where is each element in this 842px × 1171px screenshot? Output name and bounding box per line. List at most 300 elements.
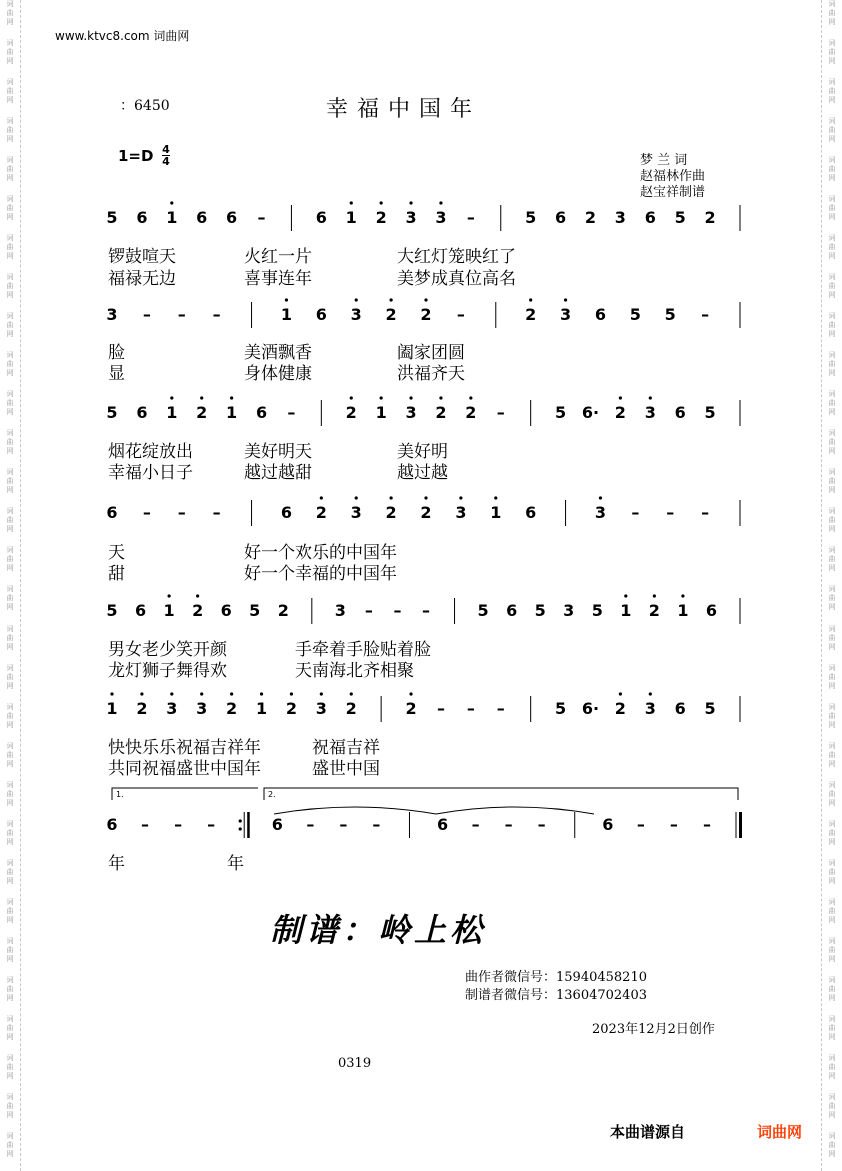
note: 2 bbox=[584, 208, 597, 227]
note: – bbox=[666, 503, 675, 522]
watermark-char: 曲 bbox=[6, 945, 14, 954]
lyric-row-5-verse-2: 龙灯狮子舞得欢 天南海北齐相聚 bbox=[108, 661, 414, 681]
note: 1 bbox=[345, 208, 357, 227]
watermark-char: 曲 bbox=[6, 1023, 14, 1032]
watermark-char: 词 bbox=[6, 936, 14, 945]
note: 1 bbox=[166, 208, 178, 227]
note: – bbox=[212, 305, 221, 324]
watermark-char: 网 bbox=[6, 96, 14, 105]
note: 6 bbox=[525, 503, 537, 522]
note: 2 bbox=[420, 305, 432, 324]
watermark-char: 词 bbox=[6, 390, 14, 399]
high-octave-dot bbox=[355, 496, 358, 499]
high-octave-dot bbox=[355, 298, 358, 301]
watermark-char: 网 bbox=[6, 1032, 14, 1041]
note: 6 bbox=[106, 503, 118, 522]
high-octave-dot bbox=[409, 692, 412, 695]
watermark-char: 网 bbox=[828, 57, 836, 66]
high-octave-dot bbox=[564, 298, 567, 301]
note: 6 bbox=[315, 305, 327, 324]
note: 2 bbox=[375, 208, 387, 227]
note: – bbox=[177, 305, 186, 324]
note: 5 bbox=[106, 601, 118, 620]
note: 2 bbox=[192, 601, 204, 620]
watermark-char: 网 bbox=[6, 18, 14, 26]
note: – bbox=[393, 601, 402, 620]
watermark-char: 词 bbox=[828, 507, 836, 516]
watermark-char: 网 bbox=[6, 759, 14, 768]
note: 2 bbox=[420, 503, 432, 522]
note: 6 bbox=[136, 208, 148, 227]
watermark-char: 曲 bbox=[828, 477, 836, 486]
watermark-char: 曲 bbox=[828, 243, 836, 252]
high-octave-dot bbox=[290, 692, 293, 695]
watermark-char: 网 bbox=[6, 291, 14, 300]
watermark-char: 词 bbox=[6, 780, 14, 789]
watermark-char: 曲 bbox=[6, 1140, 14, 1149]
watermark-char: 网 bbox=[6, 135, 14, 144]
note: 1 bbox=[280, 305, 293, 324]
note: 2 bbox=[196, 403, 208, 422]
high-octave-dot bbox=[196, 594, 199, 597]
watermark-char: 网 bbox=[6, 57, 14, 66]
watermark-char: 曲 bbox=[6, 282, 14, 291]
watermark-char: 曲 bbox=[828, 945, 836, 954]
watermark-char: 词 bbox=[828, 975, 836, 984]
watermark-char: 词 bbox=[828, 546, 836, 555]
high-octave-dot bbox=[320, 496, 323, 499]
note: 2 bbox=[385, 305, 397, 324]
note: – bbox=[701, 305, 710, 324]
note: 6 bbox=[315, 208, 327, 227]
note: 6· bbox=[581, 699, 600, 718]
note: 6 bbox=[436, 815, 449, 834]
high-octave-dot bbox=[140, 692, 143, 695]
watermark-char: 词 bbox=[828, 429, 836, 438]
watermark-char: 词 bbox=[828, 78, 836, 87]
note: 3 bbox=[435, 208, 447, 227]
high-octave-dot bbox=[200, 396, 203, 399]
watermark-char: 词 bbox=[828, 663, 836, 672]
tie-arc bbox=[436, 807, 594, 814]
watermark-char: 曲 bbox=[828, 984, 836, 993]
watermark-char: 词 bbox=[828, 897, 836, 906]
note: – bbox=[466, 699, 475, 718]
note: 3 bbox=[350, 305, 362, 324]
watermark-char: 曲 bbox=[828, 555, 836, 564]
note: – bbox=[287, 403, 296, 422]
watermark-char: 曲 bbox=[6, 711, 14, 720]
high-octave-dot bbox=[390, 496, 393, 499]
high-octave-dot bbox=[380, 201, 383, 204]
watermark-char: 曲 bbox=[6, 438, 14, 447]
watermark-char: 网 bbox=[828, 18, 836, 26]
watermark-char: 词 bbox=[828, 351, 836, 360]
watermark-char: 曲 bbox=[6, 672, 14, 681]
note: 6 bbox=[136, 403, 148, 422]
note: 5 bbox=[477, 601, 489, 620]
high-octave-dot bbox=[380, 396, 383, 399]
watermark-char: 词 bbox=[6, 858, 14, 867]
note: 3 bbox=[106, 305, 118, 324]
note: 5 bbox=[106, 403, 118, 422]
watermark-char: 网 bbox=[6, 213, 14, 222]
watermark-char: 网 bbox=[6, 1149, 14, 1158]
watermark-char: 词 bbox=[6, 273, 14, 282]
watermark-char: 曲 bbox=[6, 1101, 14, 1110]
high-octave-dot bbox=[170, 692, 173, 695]
high-octave-dot bbox=[409, 396, 412, 399]
watermark-char: 网 bbox=[6, 330, 14, 339]
note: 2 bbox=[648, 601, 660, 620]
time-signature-top: 4 bbox=[162, 143, 170, 156]
watermark-char: 网 bbox=[828, 252, 836, 261]
note: 6 bbox=[594, 305, 607, 324]
watermark-char: 词 bbox=[6, 234, 14, 243]
high-octave-dot bbox=[619, 396, 622, 399]
watermark-char: 曲 bbox=[828, 399, 836, 408]
watermark-char: 网 bbox=[6, 798, 14, 807]
note: 5 bbox=[534, 601, 546, 620]
high-octave-dot bbox=[230, 396, 233, 399]
watermark-char: 词 bbox=[828, 585, 836, 594]
watermark-char: 词 bbox=[828, 195, 836, 204]
watermark-char: 曲 bbox=[6, 477, 14, 486]
watermark-char: 曲 bbox=[6, 321, 14, 330]
watermark-char: 词 bbox=[828, 1053, 836, 1062]
creation-date: 2023年12月2日创作 bbox=[592, 1022, 715, 1037]
watermark-char: 词 bbox=[6, 624, 14, 633]
watermark-char: 词 bbox=[828, 117, 836, 126]
watermark-char: 词 bbox=[6, 546, 14, 555]
note: 5 bbox=[591, 601, 603, 620]
watermark-char: 网 bbox=[6, 486, 14, 495]
watermark-char: 曲 bbox=[6, 906, 14, 915]
watermark-char: 网 bbox=[828, 720, 836, 729]
lyric-row-1-verse-2: 福禄无边 喜事连年 美梦成真位高名 bbox=[108, 269, 516, 289]
watermark-char: 词 bbox=[828, 741, 836, 750]
note: – bbox=[212, 503, 221, 522]
watermark-char: 网 bbox=[6, 525, 14, 534]
watermark-char: 网 bbox=[6, 720, 14, 729]
transcriber-wechat: 制谱者微信号：13604702403 bbox=[465, 988, 647, 1003]
note: 1 bbox=[255, 699, 268, 718]
watermark-char: 网 bbox=[6, 369, 14, 378]
page-title: 幸福中国年 bbox=[326, 97, 482, 122]
watermark-char: 曲 bbox=[828, 672, 836, 681]
note: 1 bbox=[375, 403, 387, 422]
watermark-char: 曲 bbox=[6, 165, 14, 174]
watermark-char: 词 bbox=[828, 468, 836, 477]
note: 2 bbox=[465, 403, 477, 422]
repeat-dot bbox=[239, 827, 242, 830]
watermark-char: 网 bbox=[828, 603, 836, 612]
watermark-char: 网 bbox=[828, 525, 836, 534]
note: 2 bbox=[136, 699, 148, 718]
note: 1 bbox=[620, 601, 632, 620]
high-octave-dot bbox=[424, 496, 427, 499]
note: 5 bbox=[629, 305, 641, 324]
watermark-char: 词 bbox=[6, 585, 14, 594]
note: – bbox=[537, 815, 546, 834]
watermark-char: 曲 bbox=[828, 750, 836, 759]
watermark-char: 曲 bbox=[6, 789, 14, 798]
note: – bbox=[306, 815, 315, 834]
lyric-row-7-verse-1: 年 年 bbox=[108, 854, 244, 874]
note: 3 bbox=[563, 601, 575, 620]
watermark-char: 曲 bbox=[828, 87, 836, 96]
note: 2 bbox=[285, 699, 297, 718]
watermark-char: 网 bbox=[828, 1032, 836, 1041]
note: 3 bbox=[559, 305, 572, 324]
note: 1 bbox=[226, 403, 238, 422]
watermark-char: 曲 bbox=[828, 126, 836, 135]
high-octave-dot bbox=[350, 692, 353, 695]
repeat-barline-thick bbox=[247, 812, 250, 838]
watermark-char: 网 bbox=[6, 837, 14, 846]
note: 3 bbox=[614, 208, 626, 227]
watermark-char: 曲 bbox=[6, 126, 14, 135]
high-octave-dot bbox=[260, 692, 263, 695]
high-octave-dot bbox=[494, 496, 497, 499]
watermark-char: 词 bbox=[828, 39, 836, 48]
watermark-char: 词 bbox=[6, 1014, 14, 1023]
note: 3 bbox=[644, 403, 656, 422]
watermark-char: 曲 bbox=[828, 165, 836, 174]
watermark-char: 网 bbox=[828, 174, 836, 183]
watermark-char: 曲 bbox=[828, 633, 836, 642]
note: 2 bbox=[614, 699, 626, 718]
note: – bbox=[174, 815, 183, 834]
watermark-char: 词 bbox=[828, 819, 836, 828]
note: 6 bbox=[134, 601, 147, 620]
lyricist-credit: 梦 兰 词 bbox=[640, 153, 688, 168]
high-octave-dot bbox=[285, 298, 288, 301]
watermark-char: 词 bbox=[6, 897, 14, 906]
high-octave-dot bbox=[649, 692, 652, 695]
watermark-char: 曲 bbox=[6, 828, 14, 837]
watermark-char: 词 bbox=[6, 351, 14, 360]
repeat-dot bbox=[239, 819, 242, 822]
high-octave-dot bbox=[409, 201, 412, 204]
source-label: 本曲谱源自 bbox=[610, 1123, 686, 1141]
note: – bbox=[496, 403, 505, 422]
watermark-char: 曲 bbox=[828, 282, 836, 291]
watermark-char: 曲 bbox=[6, 1062, 14, 1071]
watermark-char: 曲 bbox=[828, 516, 836, 525]
note: 5 bbox=[555, 403, 567, 422]
watermark-char: 曲 bbox=[828, 1062, 836, 1071]
watermark-char: 曲 bbox=[828, 9, 836, 17]
watermark-char: 词 bbox=[6, 663, 14, 672]
high-octave-dot bbox=[681, 594, 684, 597]
watermark-char: 词 bbox=[6, 429, 14, 438]
watermark-char: 网 bbox=[828, 564, 836, 573]
note: 2 bbox=[525, 305, 537, 324]
note: 5 bbox=[674, 208, 686, 227]
note: 1 bbox=[490, 503, 502, 522]
note: 3 bbox=[196, 699, 208, 718]
note: 1 bbox=[106, 699, 118, 718]
volta-bracket-1 bbox=[112, 788, 258, 800]
watermark-char: 词 bbox=[6, 1131, 14, 1140]
watermark-char: 曲 bbox=[6, 594, 14, 603]
watermark-char: 曲 bbox=[6, 984, 14, 993]
watermark-char: 曲 bbox=[828, 360, 836, 369]
note: 2 bbox=[435, 403, 447, 422]
note: 2 bbox=[614, 403, 626, 422]
note: – bbox=[504, 815, 513, 834]
note: 6 bbox=[280, 503, 293, 522]
lyric-row-3-verse-2: 幸福小日子 越过越甜 越过越 bbox=[108, 463, 448, 483]
high-octave-dot bbox=[529, 298, 532, 301]
watermark-char: 网 bbox=[6, 174, 14, 183]
watermark-char: 词 bbox=[6, 468, 14, 477]
watermark-char: 网 bbox=[828, 993, 836, 1002]
watermark-char: 网 bbox=[828, 1071, 836, 1080]
page-code: 0319 bbox=[338, 1056, 372, 1071]
volta-1-label: 1. bbox=[116, 790, 124, 799]
watermark-char: 曲 bbox=[828, 48, 836, 57]
note: 6 bbox=[220, 601, 232, 620]
lyric-row-2-verse-1: 脸 美酒飘香 阖家团圆 bbox=[108, 343, 465, 363]
note: – bbox=[207, 815, 216, 834]
note: – bbox=[471, 815, 480, 834]
watermark-char: 网 bbox=[828, 642, 836, 651]
note: 6 bbox=[674, 699, 686, 718]
watermark-char: 曲 bbox=[828, 204, 836, 213]
site-url[interactable]: www.ktvc8.com 词曲网 bbox=[55, 29, 190, 43]
final-barline-thick bbox=[739, 812, 742, 838]
watermark-char: 曲 bbox=[828, 828, 836, 837]
note: 5 bbox=[525, 208, 537, 227]
high-octave-dot bbox=[167, 594, 170, 597]
note: – bbox=[339, 815, 348, 834]
high-octave-dot bbox=[624, 594, 627, 597]
note: – bbox=[466, 208, 475, 227]
watermark-char: 网 bbox=[6, 603, 14, 612]
watermark-char: 网 bbox=[828, 954, 836, 963]
high-octave-dot bbox=[320, 692, 323, 695]
note: 3 bbox=[315, 699, 327, 718]
watermark-char: 网 bbox=[828, 96, 836, 105]
watermark-char: 曲 bbox=[6, 204, 14, 213]
note: – bbox=[142, 305, 151, 324]
note: – bbox=[701, 503, 710, 522]
watermark-char: 词 bbox=[6, 741, 14, 750]
note: 5 bbox=[704, 699, 716, 718]
note: 3 bbox=[350, 503, 362, 522]
watermark-char: 曲 bbox=[828, 867, 836, 876]
note: – bbox=[456, 305, 465, 324]
lyric-row-5-verse-1: 男女老少笑开颜 手牵着手脸贴着脸 bbox=[108, 640, 431, 660]
note: – bbox=[422, 601, 430, 620]
note: 6 bbox=[644, 208, 656, 227]
watermark-char: 网 bbox=[6, 876, 14, 885]
watermark-char: 网 bbox=[6, 252, 14, 261]
high-octave-dot bbox=[619, 692, 622, 695]
watermark-char: 网 bbox=[828, 408, 836, 417]
high-octave-dot bbox=[653, 594, 656, 597]
volta-bracket-2 bbox=[264, 788, 738, 800]
watermark-char: 曲 bbox=[828, 321, 836, 330]
watermark-char: 网 bbox=[828, 915, 836, 924]
watermark-char: 网 bbox=[828, 759, 836, 768]
note: 5 bbox=[704, 403, 716, 422]
note: 3 bbox=[334, 601, 346, 620]
watermark-char: 网 bbox=[828, 291, 836, 300]
watermark-char: 曲 bbox=[6, 243, 14, 252]
watermark-char: 词 bbox=[6, 819, 14, 828]
watermark-char: 网 bbox=[828, 447, 836, 456]
note: 3 bbox=[644, 699, 656, 718]
watermark-char: 词 bbox=[6, 702, 14, 711]
note: – bbox=[141, 815, 150, 834]
note: 2 bbox=[315, 503, 327, 522]
watermark-char: 词 bbox=[828, 0, 836, 8]
note: – bbox=[364, 601, 373, 620]
watermark-char: 曲 bbox=[828, 438, 836, 447]
note: 6 bbox=[602, 815, 614, 834]
note: 2 bbox=[277, 601, 289, 620]
watermark-char: 曲 bbox=[6, 867, 14, 876]
note: 6 bbox=[555, 208, 567, 227]
watermark-char: 网 bbox=[6, 954, 14, 963]
watermark-char: 词 bbox=[828, 702, 836, 711]
watermark-char: 曲 bbox=[6, 516, 14, 525]
lyric-row-4-verse-2: 甜 好一个幸福的中国年 bbox=[108, 564, 397, 584]
watermark-char: 网 bbox=[828, 369, 836, 378]
song-number: ：6450 bbox=[120, 98, 170, 114]
source-logo[interactable]: 词曲网 bbox=[757, 1123, 803, 1141]
high-octave-dot bbox=[170, 201, 173, 204]
watermark-char: 曲 bbox=[828, 1023, 836, 1032]
watermark-char: 曲 bbox=[6, 633, 14, 642]
watermark-char: 网 bbox=[828, 876, 836, 885]
note: – bbox=[436, 699, 445, 718]
note: 1 bbox=[677, 601, 689, 620]
watermark-char: 词 bbox=[828, 936, 836, 945]
watermark-char: 词 bbox=[6, 156, 14, 165]
watermark-char: 网 bbox=[828, 1110, 836, 1119]
watermark-char: 曲 bbox=[6, 48, 14, 57]
high-octave-dot bbox=[424, 298, 427, 301]
watermark-char: 词 bbox=[828, 1131, 836, 1140]
transcriber-signature: 制谱：岭上松 bbox=[270, 911, 487, 949]
watermark-char: 词 bbox=[828, 273, 836, 282]
lyric-row-6-verse-2: 共同祝福盛世中国年 盛世中国 bbox=[108, 759, 380, 779]
watermark-char: 曲 bbox=[6, 360, 14, 369]
watermark-char: 曲 bbox=[6, 399, 14, 408]
note: 2 bbox=[345, 699, 357, 718]
watermark-char: 词 bbox=[6, 312, 14, 321]
high-octave-dot bbox=[110, 692, 113, 695]
note: 6 bbox=[255, 403, 268, 422]
note: 6 bbox=[196, 208, 208, 227]
watermark-char: 网 bbox=[828, 213, 836, 222]
watermark-char: 网 bbox=[828, 798, 836, 807]
note: – bbox=[257, 208, 266, 227]
composer-wechat: 曲作者微信号：15940458210 bbox=[465, 970, 647, 985]
high-octave-dot bbox=[350, 201, 353, 204]
watermark-char: 网 bbox=[828, 837, 836, 846]
high-octave-dot bbox=[599, 496, 602, 499]
volta-2-label: 2. bbox=[268, 790, 276, 799]
high-octave-dot bbox=[390, 298, 393, 301]
watermark-char: 词 bbox=[6, 117, 14, 126]
watermark-char: 词 bbox=[6, 78, 14, 87]
watermark-char: 曲 bbox=[828, 906, 836, 915]
